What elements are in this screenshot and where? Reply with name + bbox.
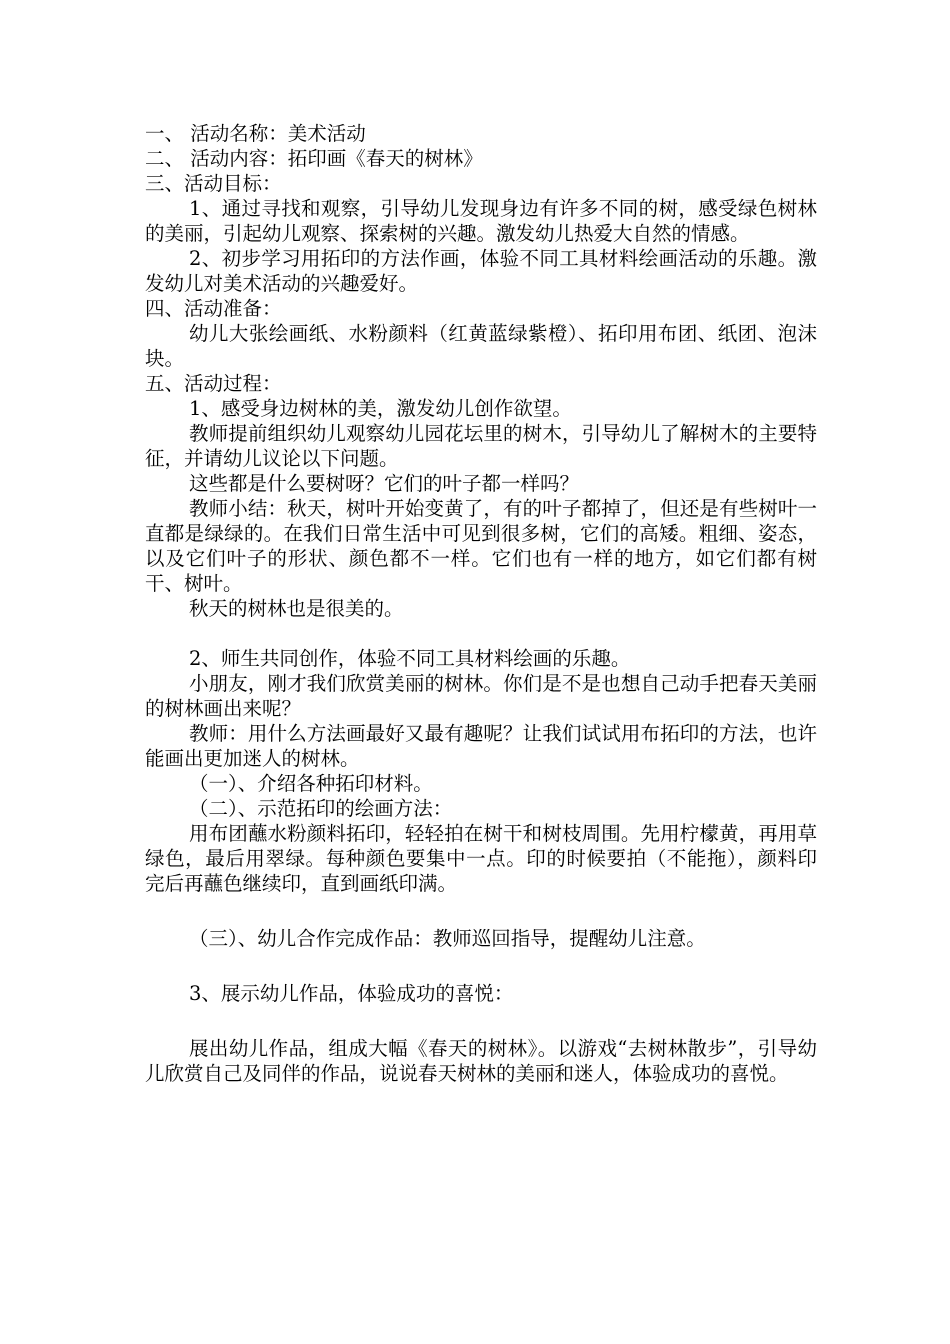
goal-paragraph-2: 2、初步学习用拓印的方法作画，体验不同工具材料绘画活动的乐趣。激发幼儿对美术活动的兴趣爱好。 (145, 247, 817, 295)
process-paragraph: 用布团蘸水粉颜料拓印，轻轻拍在树干和树枝周围。先用柠檬黄，再用草绿色，最后用翠绿。每种颜色要集中一点。印的时候要拍（不能拖），颜料印完后再蘸色继续印，直到画纸印满。 (145, 822, 817, 895)
process-paragraph: 这些都是什么要树呀？它们的叶子都一样吗？ (189, 472, 580, 495)
process-paragraph: 小朋友，刚才我们欣赏美丽的树林。你们是不是也想自己动手把春天美丽的树林画出来呢？ (145, 672, 817, 720)
section-heading-activity-content: 二、 活动内容：拓印画《春天的树林》 (145, 147, 483, 170)
process-paragraph: 教师：用什么方法画最好又最有趣呢？让我们试试用布拓印的方法，也许能画出更加迷人的树林。 (145, 722, 817, 770)
paragraph-spacer (145, 896, 817, 926)
process-substep-3: （三）、幼儿合作完成作品：教师巡回指导，提醒幼儿注意。 (189, 927, 706, 950)
process-paragraph: 秋天的树林也是很美的。 (189, 597, 404, 620)
process-substep-1: （一）、介绍各种拓印材料。 (189, 772, 433, 795)
document-body (145, 121, 817, 1086)
section-heading-activity-goals: 三、活动目标： (145, 172, 282, 195)
section-heading-activity-process: 五、活动过程： (145, 372, 282, 395)
goal-paragraph-1: 1、通过寻找和观察，引导幼儿发现身边有许多不同的树，感受绿色树林的美丽，引起幼儿观察、探索树的兴趣。激发幼儿热爱大自然的情感。 (145, 197, 817, 245)
section-heading-activity-preparation: 四、活动准备： (145, 297, 282, 320)
process-step-2: 2、师生共同创作，体验不同工具材料绘画的乐趣。 (189, 647, 631, 670)
process-step-3: 3、展示幼儿作品，体验成功的喜悦： (189, 982, 514, 1005)
paragraph-spacer (145, 1006, 817, 1036)
process-paragraph: 教师提前组织幼儿观察幼儿园花坛里的树木，引导幼儿了解树木的主要特征，并请幼儿议论以下问题。 (145, 422, 817, 470)
process-step-1: 1、感受身边树林的美，激发幼儿创作欲望。 (189, 397, 572, 420)
paragraph-spacer (145, 621, 817, 646)
process-paragraph: 教师小结：秋天，树叶开始变黄了，有的叶子都掉了，但还是有些树叶一直都是绿绿的。在我们日常生活中可见到很多树，它们的高矮。粗细、姿态，以及它们叶子的形状、颜色都不一样。它们也有一样的地方，如它们都有树干、树叶。 (145, 497, 817, 595)
paragraph-spacer (145, 951, 817, 981)
process-paragraph: 展出幼儿作品，组成大幅《春天的树林》。以游戏“去树林散步”，引导幼儿欣赏自己及同伴的作品，说说春天树林的美丽和迷人，体验成功的喜悦。 (145, 1037, 817, 1085)
process-substep-2: （二）、示范拓印的绘画方法： (189, 797, 453, 820)
preparation-paragraph: 幼儿大张绘画纸、水粉颜料（红黄蓝绿紫橙）、拓印用布团、纸团、泡沫块。 (145, 322, 817, 370)
section-heading-activity-name: 一、 活动名称：美术活动 (145, 122, 366, 145)
